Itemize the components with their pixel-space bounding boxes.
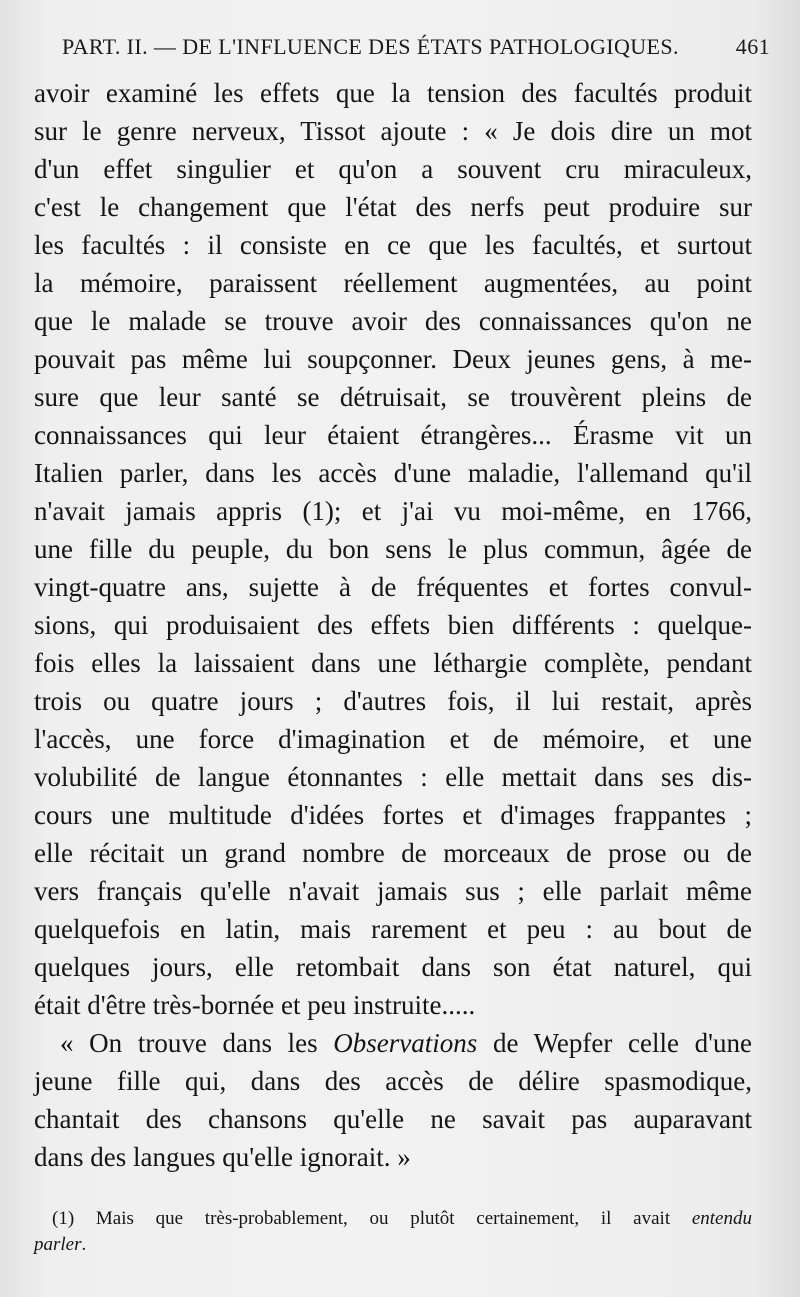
text-line: jeune fille qui, dans des accès de délire spasmodique, xyxy=(34,1066,752,1096)
text-line: quelques jours, elle retombait dans son état naturel, qui xyxy=(34,952,752,982)
running-title: PART. II. — DE L'INFLUENCE DES ÉTATS PATHOLOGIQUES. xyxy=(62,34,679,59)
italic-title: Observations xyxy=(333,1028,478,1058)
text-line: trois ou quatre jours ; d'autres fois, il lui restait, après xyxy=(34,686,752,716)
text-line: connaissances qui leur étaient étrangères... Érasme vit un xyxy=(34,420,752,450)
text-line: pouvait pas même lui soupçonner. Deux jeunes gens, à me- xyxy=(34,344,752,374)
footnote xyxy=(34,1206,752,1258)
text-line: sure que leur santé se détruisait, se trouvèrent pleins de xyxy=(34,382,752,412)
text-line: vingt-quatre ans, sujette à de fréquentes et fortes convul- xyxy=(34,572,752,602)
text-line: la mémoire, paraissent réellement augmentées, au point xyxy=(34,268,752,298)
text-line: les facultés : il consiste en ce que les facultés, et surtout xyxy=(34,230,752,260)
text-line: était d'être très-bornée et peu instruite..... xyxy=(34,990,476,1020)
running-header xyxy=(62,34,770,60)
text-line: vers français qu'elle n'avait jamais sus ; elle parlait même xyxy=(34,876,752,906)
footnote-italic: parler xyxy=(34,1234,82,1255)
text-line: c'est le changement que l'état des nerfs peut produire sur xyxy=(34,192,752,222)
text-line: chantait des chansons qu'elle ne savait pas auparavant xyxy=(34,1104,752,1134)
text-line: fois elles la laissaient dans une léthargie complète, pendant xyxy=(34,648,752,678)
text-line: que le malade se trouve avoir des connaissances qu'on ne xyxy=(34,306,752,336)
text-line: volubilité de langue étonnantes : elle mettait dans ses dis- xyxy=(34,762,752,792)
page-number: 461 xyxy=(735,34,770,59)
paragraph-start-line xyxy=(34,1024,752,1062)
text-line: Italien parler, dans les accès d'une maladie, l'allemand qu'il xyxy=(34,458,752,488)
text-line: une fille du peuple, du bon sens le plus commun, âgée de xyxy=(34,534,752,564)
text-line: n'avait jamais appris (1); et j'ai vu moi-même, en 1766, xyxy=(34,496,752,526)
footnote-italic: entendu xyxy=(691,1208,752,1229)
footnote-line xyxy=(34,1206,752,1232)
text-line: l'accès, une force d'imagination et de mémoire, et une xyxy=(34,724,752,754)
footnote-text: (1) Mais que très-probablement, ou plutôt certainement, il avait xyxy=(52,1208,671,1229)
text-line: cours une multitude d'idées fortes et d'images frappantes ; xyxy=(34,800,752,830)
footnote-period: . xyxy=(81,1234,87,1255)
text-line: quelquefois en latin, mais rarement et peu : au bout de xyxy=(34,914,752,944)
text-line: avoir examiné les effets que la tension des facultés produit xyxy=(34,78,752,108)
paragraph-continuation: de Wepfer celle d'une xyxy=(492,1028,753,1058)
text-line: sions, qui produisaient des effets bien différents : quelque- xyxy=(34,610,752,640)
text-line: elle récitait un grand nombre de morceaux de prose ou de xyxy=(34,838,752,868)
paragraph-opening: « On trouve dans les xyxy=(60,1028,318,1058)
text-line: d'un effet singulier et qu'on a souvent cru miraculeux, xyxy=(34,154,752,184)
main-text xyxy=(34,74,752,1176)
text-line: dans des langues qu'elle ignorait. » xyxy=(34,1142,411,1172)
text-line: sur le genre nerveux, Tissot ajoute : « Je dois dire un mot xyxy=(34,116,752,146)
footnote-line xyxy=(34,1232,752,1258)
